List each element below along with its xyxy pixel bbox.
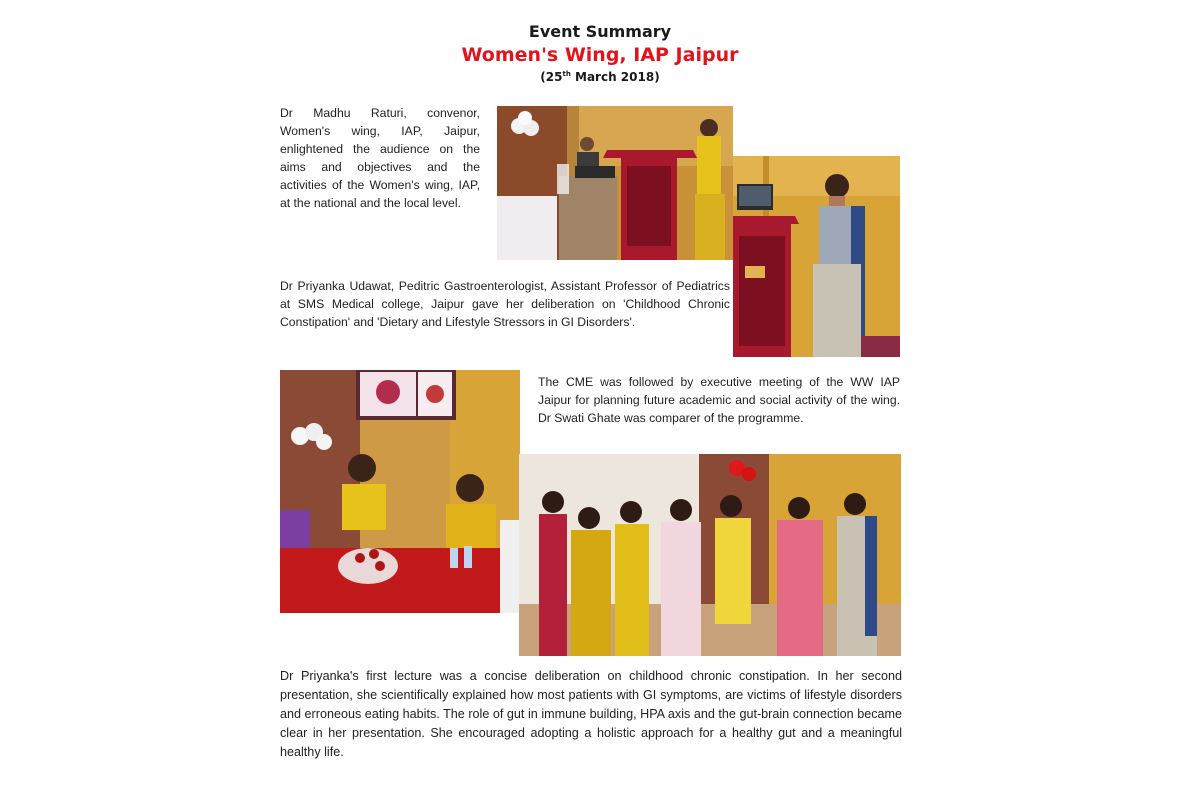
convenor-paragraph: Dr Madhu Raturi, convenor, Women's wing, IAP, Jaipur, enlightened the audience on the aims and objectives and the activities of the Women's wing, IAP, at the national and the local level. xyxy=(280,106,480,210)
date-suffix: March 2018) xyxy=(570,70,660,84)
date-prefix: (25 xyxy=(540,70,563,84)
date-superscript: th xyxy=(562,70,571,78)
photo-dignitaries-seated xyxy=(280,370,520,613)
page-title: Event Summary xyxy=(528,22,672,41)
photo-group xyxy=(519,454,901,656)
photo-convenor-podium xyxy=(497,106,733,260)
summary-paragraph: Dr Priyanka's first lecture was a concise deliberation on childhood chronic constipation. In her second presentation, she scientifically explained how most patients with GI symptoms, are victims of lifestyle disorders and erroneous eating habits. The role of gut in immune building, HPA axis and the gut-brain connection became clear in her presentation. She encouraged adopting a holistic approach for a healthy gut and a meaningful healthy life. xyxy=(280,669,902,759)
page-subtitle: Women's Wing, IAP Jaipur xyxy=(461,44,739,66)
speaker-paragraph: Dr Priyanka Udawat, Peditric Gastroenterologist, Assistant Professor of Pediatrics at SMS Medical college, Jaipur gave her deliberation on 'Childhood Chronic Constipation' and 'Dietary and Lifestyle Stressors in GI Disorders'. xyxy=(280,279,730,329)
photo-speaker-podium xyxy=(733,156,900,357)
event-date xyxy=(0,70,1200,84)
meeting-paragraph: The CME was followed by executive meeting of the WW IAP Jaipur for planning future academic and social activity of the wing. Dr Swati Ghate was comparer of the programme. xyxy=(538,375,900,425)
